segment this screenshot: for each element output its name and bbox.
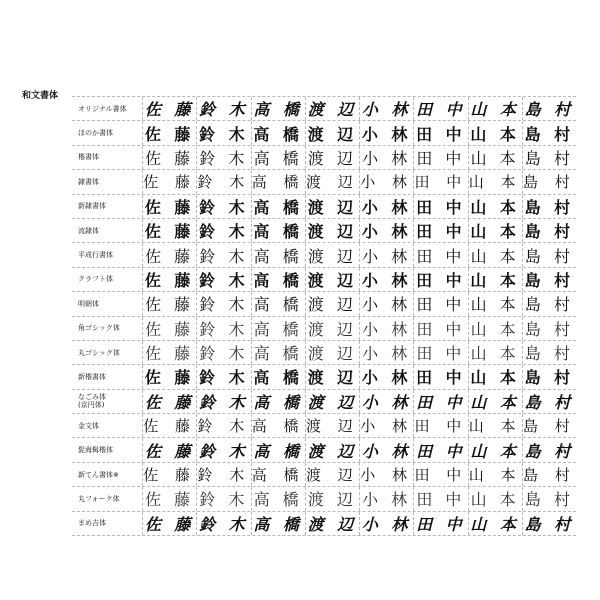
sample-name-cell: 佐 藤 <box>142 195 196 218</box>
sample-name-cell: 山 本 <box>468 146 522 169</box>
sample-name-cell: 渡 辺 <box>305 463 359 486</box>
sample-cells <box>142 341 576 364</box>
sample-name-cell: 島 村 <box>522 317 576 340</box>
sample-name-cell: 佐 藤 <box>142 487 196 510</box>
sample-name-cell: 鈴 木 <box>196 195 250 218</box>
sample-name-cell: 島 村 <box>522 390 576 413</box>
sample-cells <box>142 219 576 242</box>
sample-name-cell: 佐 藤 <box>142 170 196 193</box>
font-row <box>72 292 576 316</box>
font-name-label: 髭海髯楷体 <box>78 446 113 455</box>
sample-name-cell: 鈴 木 <box>196 121 250 144</box>
font-name-label: 平成行書体 <box>78 251 113 260</box>
sample-name-cell: 高 橋 <box>251 365 305 388</box>
sample-cells <box>142 121 576 144</box>
sample-name-cell: 高 橋 <box>251 121 305 144</box>
sample-name-cell: 鈴 木 <box>196 292 250 315</box>
sample-name-cell: 小 林 <box>359 219 413 242</box>
sample-cells <box>142 292 576 315</box>
sample-name-cell: 島 村 <box>522 463 576 486</box>
sample-name-cell: 高 橋 <box>251 341 305 364</box>
sample-name-cell: 渡 辺 <box>305 195 359 218</box>
sample-name-cell: 小 林 <box>359 390 413 413</box>
font-name-label: 丸ゴシック体 <box>78 348 120 357</box>
sample-name-cell: 山 本 <box>468 317 522 340</box>
sample-name-cell: 島 村 <box>522 121 576 144</box>
sample-name-cell: 渡 辺 <box>305 365 359 388</box>
font-row <box>72 365 576 389</box>
font-name-label: ほのか書体 <box>78 129 113 138</box>
sample-name-cell: 渡 辺 <box>305 97 359 120</box>
sample-name-cell: 渡 辺 <box>305 292 359 315</box>
font-name-label: なごみ体 (京円体) <box>78 393 106 410</box>
sample-name-cell: 田 中 <box>413 512 467 535</box>
sample-name-cell: 高 橋 <box>251 97 305 120</box>
sample-name-cell: 高 橋 <box>251 487 305 510</box>
sample-cells <box>142 97 576 120</box>
sample-name-cell: 島 村 <box>522 146 576 169</box>
sample-name-cell: 田 中 <box>413 414 467 437</box>
font-name-label: 新隷書体 <box>78 202 106 211</box>
sample-name-cell: 高 橋 <box>251 390 305 413</box>
sample-name-cell: 鈴 木 <box>196 170 250 193</box>
font-name-label: 角ゴシック体 <box>78 324 120 333</box>
sample-name-cell: 渡 辺 <box>305 219 359 242</box>
sample-name-cell: 高 橋 <box>251 292 305 315</box>
sample-name-cell: 小 林 <box>359 121 413 144</box>
sample-name-cell: 鈴 木 <box>196 365 250 388</box>
sample-name-cell: 渡 辺 <box>305 268 359 291</box>
sample-name-cell: 高 橋 <box>251 243 305 266</box>
sample-name-cell: 田 中 <box>413 243 467 266</box>
sample-name-cell: 渡 辺 <box>305 121 359 144</box>
sample-name-cell: 小 林 <box>359 195 413 218</box>
sample-name-cell: 小 林 <box>359 243 413 266</box>
sample-name-cell: 島 村 <box>522 512 576 535</box>
sample-name-cell: 田 中 <box>413 341 467 364</box>
sample-name-cell: 鈴 木 <box>196 512 250 535</box>
sample-name-cell: 渡 辺 <box>305 243 359 266</box>
sample-name-cell: 島 村 <box>522 170 576 193</box>
sample-name-cell: 鈴 木 <box>196 414 250 437</box>
font-row <box>72 317 576 341</box>
font-row <box>72 512 576 536</box>
sample-name-cell: 島 村 <box>522 438 576 461</box>
font-name-label: クラフト体 <box>78 275 113 284</box>
sample-name-cell: 田 中 <box>413 317 467 340</box>
sample-name-cell: 山 本 <box>468 97 522 120</box>
sample-name-cell: 高 橋 <box>251 170 305 193</box>
sample-name-cell: 小 林 <box>359 317 413 340</box>
sample-name-cell: 田 中 <box>413 195 467 218</box>
sample-name-cell: 島 村 <box>522 341 576 364</box>
sample-cells <box>142 243 576 266</box>
sample-name-cell: 島 村 <box>522 365 576 388</box>
sample-name-cell: 田 中 <box>413 487 467 510</box>
font-row <box>72 463 576 487</box>
sample-name-cell: 田 中 <box>413 268 467 291</box>
sample-name-cell: 小 林 <box>359 438 413 461</box>
sample-name-cell: 小 林 <box>359 292 413 315</box>
sample-name-cell: 佐 藤 <box>142 219 196 242</box>
sample-name-cell: 佐 藤 <box>142 97 196 120</box>
sample-name-cell: 鈴 木 <box>196 97 250 120</box>
font-name-label: 丸フォーク体 <box>78 494 120 503</box>
sample-name-cell: 高 橋 <box>251 463 305 486</box>
sample-name-cell: 鈴 木 <box>196 146 250 169</box>
sample-cells <box>142 195 576 218</box>
page-title: 和文書体 <box>22 91 59 101</box>
sample-name-cell: 鈴 木 <box>196 317 250 340</box>
font-row <box>72 268 576 292</box>
sample-name-cell: 高 橋 <box>251 268 305 291</box>
sample-name-cell: 田 中 <box>413 219 467 242</box>
sample-name-cell: 田 中 <box>413 146 467 169</box>
sample-name-cell: 鈴 木 <box>196 487 250 510</box>
sample-name-cell: 高 橋 <box>251 414 305 437</box>
font-name-label: 楷書体 <box>78 153 99 162</box>
sample-name-cell: 佐 藤 <box>142 317 196 340</box>
sample-name-cell: 佐 藤 <box>142 292 196 315</box>
sample-name-cell: 高 橋 <box>251 317 305 340</box>
sample-name-cell: 島 村 <box>522 487 576 510</box>
sample-name-cell: 小 林 <box>359 170 413 193</box>
sample-cells <box>142 438 576 461</box>
font-row <box>72 146 576 170</box>
font-row <box>72 341 576 365</box>
font-name-label: まめ吉体 <box>78 519 106 528</box>
sample-name-cell: 佐 藤 <box>142 243 196 266</box>
sample-cells <box>142 317 576 340</box>
sample-name-cell: 島 村 <box>522 243 576 266</box>
sample-name-cell: 佐 藤 <box>142 414 196 437</box>
font-row <box>72 170 576 194</box>
font-name-label: オリジナル書体 <box>78 104 127 113</box>
font-row <box>72 96 576 121</box>
sample-name-cell: 山 本 <box>468 219 522 242</box>
font-row <box>72 438 576 462</box>
sample-name-cell: 佐 藤 <box>142 365 196 388</box>
sample-name-cell: 田 中 <box>413 438 467 461</box>
sample-name-cell: 山 本 <box>468 341 522 364</box>
sample-name-cell: 山 本 <box>468 195 522 218</box>
sample-name-cell: 高 橋 <box>251 438 305 461</box>
sample-cells <box>142 414 576 437</box>
sample-cells <box>142 170 576 193</box>
sample-name-cell: 田 中 <box>413 170 467 193</box>
sample-cells <box>142 487 576 510</box>
sample-name-cell: 島 村 <box>522 414 576 437</box>
sample-name-cell: 高 橋 <box>251 219 305 242</box>
sample-name-cell: 佐 藤 <box>142 146 196 169</box>
sample-name-cell: 島 村 <box>522 292 576 315</box>
sample-name-cell: 高 橋 <box>251 195 305 218</box>
sample-name-cell: 渡 辺 <box>305 317 359 340</box>
sample-name-cell: 小 林 <box>359 463 413 486</box>
sample-name-cell: 田 中 <box>413 121 467 144</box>
font-name-label: 明朝体 <box>78 299 99 308</box>
sample-name-cell: 高 橋 <box>251 512 305 535</box>
sample-name-cell: 山 本 <box>468 170 522 193</box>
sample-cells <box>142 146 576 169</box>
sample-cells <box>142 463 576 486</box>
font-row <box>72 414 576 438</box>
sample-name-cell: 小 林 <box>359 97 413 120</box>
sample-name-cell: 佐 藤 <box>142 463 196 486</box>
sample-name-cell: 小 林 <box>359 487 413 510</box>
sample-name-cell: 渡 辺 <box>305 341 359 364</box>
font-row <box>72 121 576 145</box>
sample-cells <box>142 268 576 291</box>
font-row <box>72 243 576 267</box>
sample-name-cell: 田 中 <box>413 463 467 486</box>
sample-name-cell: 佐 藤 <box>142 390 196 413</box>
sample-name-cell: 島 村 <box>522 219 576 242</box>
sample-name-cell: 小 林 <box>359 341 413 364</box>
sample-name-cell: 佐 藤 <box>142 268 196 291</box>
font-row <box>72 195 576 219</box>
sample-name-cell: 島 村 <box>522 195 576 218</box>
font-name-label: 金文体 <box>78 421 99 430</box>
sample-name-cell: 山 本 <box>468 121 522 144</box>
font-sample-table <box>72 96 576 536</box>
sample-name-cell: 山 本 <box>468 512 522 535</box>
sample-name-cell: 田 中 <box>413 292 467 315</box>
sample-name-cell: 佐 藤 <box>142 341 196 364</box>
sample-name-cell: 鈴 木 <box>196 243 250 266</box>
sample-name-cell: 高 橋 <box>251 146 305 169</box>
sample-name-cell: 渡 辺 <box>305 414 359 437</box>
sample-name-cell: 小 林 <box>359 365 413 388</box>
font-name-label: 隷書体 <box>78 177 99 186</box>
sample-name-cell: 鈴 木 <box>196 341 250 364</box>
sample-name-cell: 山 本 <box>468 414 522 437</box>
sample-name-cell: 田 中 <box>413 365 467 388</box>
sample-name-cell: 鈴 木 <box>196 390 250 413</box>
sample-name-cell: 小 林 <box>359 512 413 535</box>
sample-cells <box>142 512 576 535</box>
sample-name-cell: 小 林 <box>359 146 413 169</box>
sample-name-cell: 渡 辺 <box>305 390 359 413</box>
sample-name-cell: 鈴 木 <box>196 219 250 242</box>
sample-name-cell: 佐 藤 <box>142 438 196 461</box>
sample-name-cell: 田 中 <box>413 390 467 413</box>
font-name-label: 流隷体 <box>78 226 99 235</box>
sample-name-cell: 山 本 <box>468 268 522 291</box>
sample-name-cell: 島 村 <box>522 97 576 120</box>
sample-name-cell: 鈴 木 <box>196 463 250 486</box>
sample-name-cell: 山 本 <box>468 390 522 413</box>
font-name-label: 新楷書体 <box>78 372 106 381</box>
font-row <box>72 487 576 511</box>
sample-name-cell: 鈴 木 <box>196 268 250 291</box>
sample-name-cell: 渡 辺 <box>305 146 359 169</box>
sample-name-cell: 佐 藤 <box>142 121 196 144</box>
sample-name-cell: 渡 辺 <box>305 512 359 535</box>
sample-name-cell: 渡 辺 <box>305 438 359 461</box>
sample-cells <box>142 390 576 413</box>
sample-name-cell: 山 本 <box>468 243 522 266</box>
sample-name-cell: 山 本 <box>468 438 522 461</box>
font-row <box>72 219 576 243</box>
sample-name-cell: 小 林 <box>359 414 413 437</box>
sample-name-cell: 島 村 <box>522 268 576 291</box>
sample-name-cell: 渡 辺 <box>305 170 359 193</box>
font-row <box>72 390 576 414</box>
font-name-label: 新てん書体※ <box>78 470 119 479</box>
sample-name-cell: 山 本 <box>468 365 522 388</box>
sample-name-cell: 山 本 <box>468 463 522 486</box>
sample-name-cell: 鈴 木 <box>196 438 250 461</box>
sample-name-cell: 渡 辺 <box>305 487 359 510</box>
sample-name-cell: 山 本 <box>468 292 522 315</box>
sample-name-cell: 佐 藤 <box>142 512 196 535</box>
sample-name-cell: 田 中 <box>413 97 467 120</box>
sample-name-cell: 小 林 <box>359 268 413 291</box>
sample-name-cell: 山 本 <box>468 487 522 510</box>
sample-cells <box>142 365 576 388</box>
